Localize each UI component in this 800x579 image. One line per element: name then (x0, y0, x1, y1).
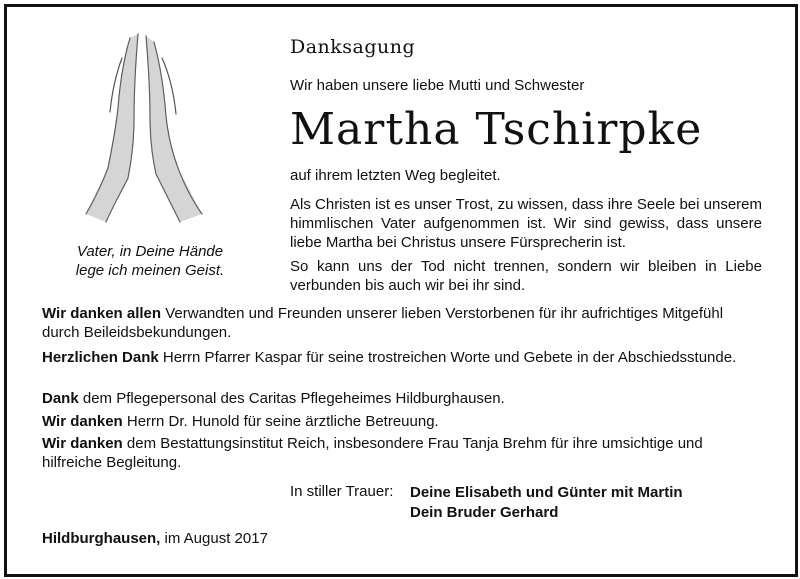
paragraph: So kann uns der Tod nicht trennen, sondern wir bleiben in Liebe verbunden bis auch wir bei ihr sind. (290, 258, 762, 294)
thanks-text: dem Pflegepersonal des Caritas Pflegeheimes Hildburghausen. (78, 390, 505, 407)
mourners-label: In stiller Trauer: (290, 483, 394, 500)
mourners-line: Dein Bruder Gerhard (410, 504, 559, 521)
praying-hands-icon (72, 28, 212, 228)
mourners-names (410, 483, 683, 523)
caption-line: lege ich meinen Geist. (75, 262, 225, 279)
paragraph: Als Christen ist es unser Trost, zu wissen, dass ihre Seele bei unserem himmlischen Vater aufgenommen ist. Wir sind gewiss, dass unsere liebe Martha bei Christus unsere Fürsprecherin ist. (290, 196, 762, 251)
intro-text: Wir haben unsere liebe Mutti und Schwester (290, 77, 585, 94)
thanks-entry (42, 348, 762, 367)
thanks-text: Herrn Pfarrer Kaspar für seine trostreichen Worte und Gebete in der Abschiedsstunde. (158, 349, 737, 366)
thanks-entry (42, 389, 762, 408)
thanks-lead: Wir danken allen (42, 305, 162, 322)
image-caption (44, 242, 256, 280)
thanks-text: Herrn Dr. Hunold für seine ärztliche Betreuung. (122, 413, 439, 430)
notice-heading: Danksagung (290, 36, 416, 58)
place-date (42, 530, 268, 547)
place-city: Hildburghausen, (42, 530, 161, 547)
deceased-name: Martha Tschirpke (290, 104, 703, 155)
caption-line: Vater, in Deine Hände (76, 243, 224, 260)
thanks-lead: Herzlichen Dank (42, 349, 159, 366)
after-name-text: auf ihrem letzten Weg begleitet. (290, 167, 501, 184)
thanks-lead: Dank (42, 390, 79, 407)
thanks-lead: Wir danken (42, 413, 123, 430)
thanks-entry (42, 304, 762, 342)
thanks-lead: Wir danken (42, 435, 123, 452)
place-date-text: im August 2017 (160, 530, 268, 547)
thanks-entry (42, 412, 762, 431)
thanks-text: Verwandten und Freunden unserer lieben Verstorbenen für ihr aufrichtiges Mitgefühl durch Beileidsbekundungen. (42, 305, 724, 341)
thanks-entry (42, 434, 762, 472)
thanks-text: dem Bestattungsinstitut Reich, insbesondere Frau Tanja Brehm für ihre umsichtige und hilfreiche Begleitung. (42, 435, 703, 471)
mourners-line: Deine Elisabeth und Günter mit Martin (410, 484, 683, 501)
